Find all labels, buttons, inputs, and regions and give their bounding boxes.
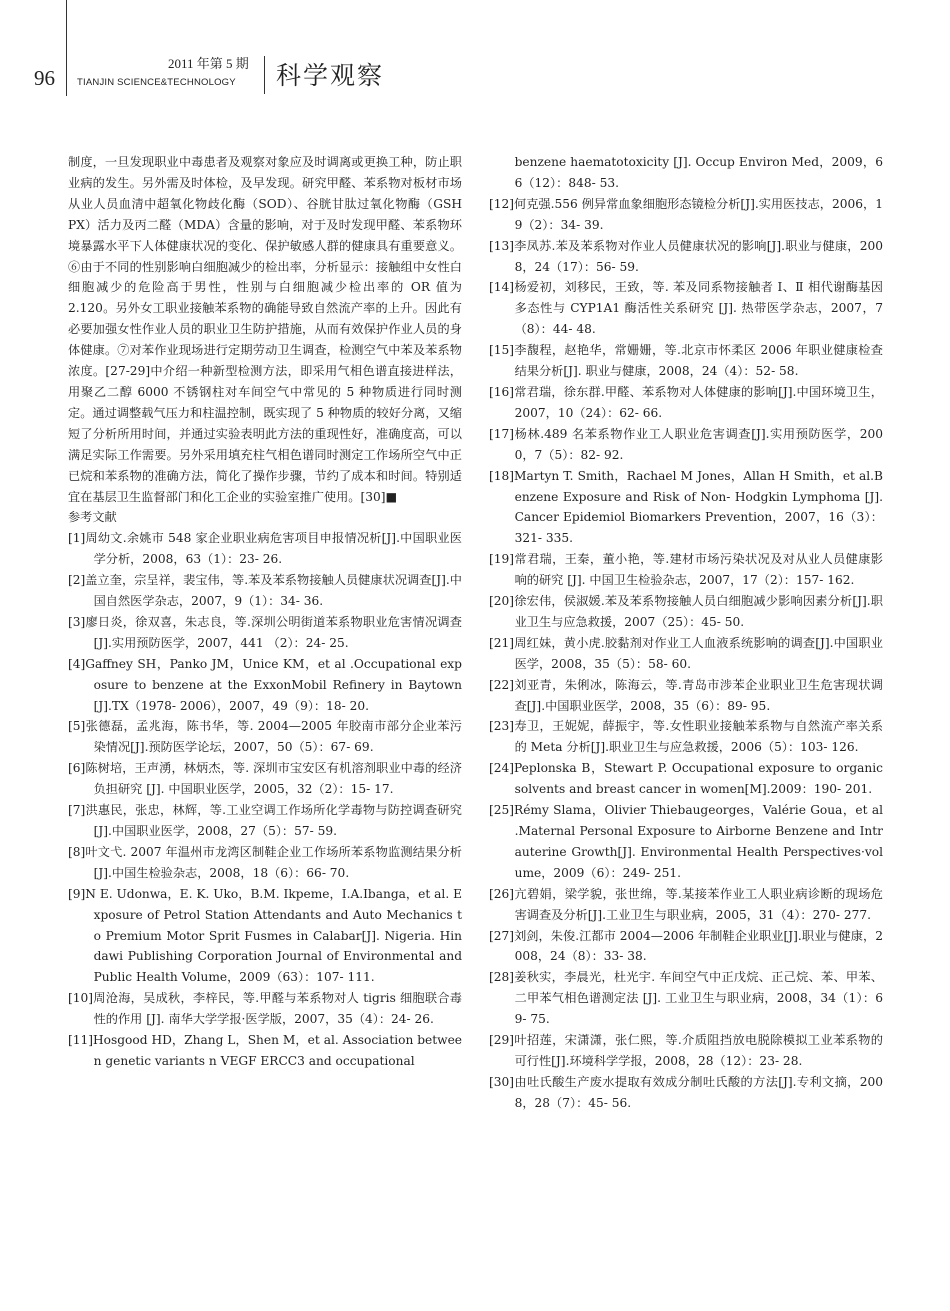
reference-item: [8]叶文弋. 2007 年温州市龙湾区制鞋企业工作场所苯系物监测结果分析[J].中国生检验杂志，2008，18（6）：66- 70. xyxy=(68,844,462,880)
references-list-left xyxy=(68,528,462,1072)
section-title: 科学观察 xyxy=(276,61,385,90)
reference-item: [16]常君瑞，徐东群.甲醛、苯系物对人体健康的影响[J].中国环境卫生，2007，10（24）：62- 66. xyxy=(489,384,883,420)
reference-item: [10]周沧海，吴成秋，李梓民，等.甲醛与苯系物对人 tigris 细胞联合毒性的作用 [J]. 南华大学学报·医学版，2007，35（4）：24- 26. xyxy=(68,991,462,1027)
reference-item: [2]盖立奎，宗呈祥，裴宝伟，等.苯及苯系物接触人员健康状况调查[J].中国自然医学杂志，2007，9（1）：34- 36. xyxy=(68,573,462,609)
reference-item: [12]何克强.556 例异常血象细胞形态镜检分析[J].实用医技志，2006，19（2）：34- 39. xyxy=(489,196,883,232)
journal-name: TIANJIN SCIENCE&TECHNOLOGY xyxy=(77,77,236,88)
reference-item: [29]叶招莲，宋潇潇，张仁熙，等.介质阻挡放电脱除模拟工业苯系物的可行性[J].环境科学学报，2008，28（12）：23- 28. xyxy=(489,1033,883,1068)
reference-item: [14]杨爱初，刘移民，王致，等. 苯及同系物接触者 Ⅰ、Ⅱ 相代谢酶基因多态性与 CYP1A1 酶活性关系研究 [J]. 热带医学杂志，2007，7（8）：44- 48. xyxy=(489,280,883,337)
reference-item: [27]刘剑，朱俊.江都市 2004—2006 年制鞋企业职业[J].职业与健康，2008，24（8）：33- 38. xyxy=(489,928,883,964)
reference-continuation: benzene haematotoxicity [J]. Occup Environ Med，2009，66（12）：848- 53. xyxy=(514,155,883,190)
reference-item: [28]姜秋实，李晨光，杜光宇. 车间空气中正戊烷、正己烷、苯、甲苯、二甲苯气相色谱测定法 [J]. 工业卫生与职业病，2008，34（1）：69- 75. xyxy=(489,970,883,1027)
reference-item: [17]杨林.489 名苯系物作业工人职业危害调查[J].实用预防医学，2000，7（5）：82- 92. xyxy=(489,426,883,462)
reference-item: [20]徐宏伟，侯淑媛.苯及苯系物接触人员白细胞减少影响因素分析[J].职业卫生与应急救援，2007（25）：45- 50. xyxy=(489,594,883,629)
header-divider xyxy=(66,0,67,96)
reference-item: [5]张德磊，孟兆海，陈书华，等. 2004—2005 年胶南市部分企业苯污染情况[J].预防医学论坛，2007，50（5）：67- 69. xyxy=(68,719,462,755)
reference-item: [4]Gaffney SH，Panko JM，Unice KM，et al .Occupational exposure to benzene at the ExxonMobil Refinery in Baytown[J].TX（1978- 2006），2007，49（9）：18- 20. xyxy=(68,656,462,713)
reference-item: [24]Peplonska B，Stewart P. Occupational exposure to organic solvents and breast cancer in women[M].2009：190- 201. xyxy=(489,761,883,797)
reference-item: [7]洪惠民，张忠，林辉，等.工业空调工作场所化学毒物与防控调查研究[J].中国职业医学，2008，27（5）：57- 59. xyxy=(68,803,462,838)
reference-item: [1]周幼文.余姚市 548 家企业职业病危害项目申报情况析[J].中国职业医学分析，2008，63（1）：23- 26. xyxy=(68,531,462,567)
reference-item: [13]李凤苏.苯及苯系物对作业人员健康状况的影响[J].职业与健康，2008，24（17）：56- 59. xyxy=(489,238,883,274)
references-heading: 参考文献 xyxy=(68,510,117,525)
reference-item: [25]Rémy Slama，Olivier Thiebaugeorges，Valérie Goua，et al .Maternal Personal Exposure to Airborne Benzene and Intrauterine Growth[J]. Environmental Health Perspectives·volume，2009（6）：249- 251. xyxy=(489,803,883,880)
reference-item: [9]N E. Udonwa，E. K. Uko，B.M. Ikpeme，I.A.Ibanga，et al. Exposure of Petrol Station Attendants and Auto Mechanics to Premium Motor Sprit Fusmes in Calabar[J]. Nigeria. Hindawi Publishing Corporation Journal of Environmental and Public Health Volume，2009（63）：107- 111. xyxy=(68,886,462,985)
body-paragraph: 制度，一旦发现职业中毒患者及观察对象应及时调离或更换工种，防止职业病的发生。另外需及时体检，及早发现。研究甲醛、苯系物对板材市场从业人员血清中超氧化物歧化酶（SOD）、谷胱甘肽过氧化物酶（GSH PX）活力及丙二醛（MDA）含量的影响，对于及时发现甲醛、苯系物环境暴露水平下人体健康状况的变化、保护敏感人群的健康具有重要意义。⑥由于不同的性别影响白细胞减少的检出率，分析显示：接触组中女性白细胞减少的危险高于男性，性别与白细胞减少检出率的 OR 值为 2.120。另外女工职业接触苯系物的确能导致自然流产率的上升。因此有必要加强女性作业人员的职业卫生防护措施，从而有效保护作业人员的身体健康。⑦对苯作业现场进行定期劳动卫生调查，检测空气中苯及苯系物浓度。[27-29]中介绍一种新型检测方法，即采用气相色谱直接进样法，用聚乙二醇 6000 不锈钢柱对车间空气中常见的 5 种物质进行同时测定。通过调整载气压力和柱温控制，既实现了 5 种物质的较好分离，又缩短了分析所用时间，并通过实验表明此方法的重现性好，准确度高，可以满足实际工作需要。另外采用填充柱气相色谱同时测定工作场所空气中正已烷和苯系物的准确方法，简化了操作步骤，节约了成本和时间。特别适宜在基层卫生监督部门和化工企业的实验室推广使用。[30]■ xyxy=(68,155,462,504)
page-header xyxy=(0,0,950,110)
reference-item: [21]周红妹，黄小虎.胶黏剂对作业工人血液系统影响的调查[J].中国职业医学，2008，35（5）：58- 60. xyxy=(489,635,883,671)
issue-label: 2011 年第 5 期 xyxy=(168,56,249,71)
page-number: 96 xyxy=(34,66,55,90)
reference-item: [3]廖日炎，徐双喜，朱志良，等.深圳公明街道苯系物职业危害情况调查[J].实用预防医学，2007，441 （2）：24- 25. xyxy=(68,614,462,650)
header-divider-2 xyxy=(264,56,265,94)
references-list-right xyxy=(489,194,883,1114)
reference-item: [11]Hosgood HD，Zhang L，Shen M，et al. Association between genetic variants n VEGF ERCC3 and occupational xyxy=(68,1033,462,1068)
left-column xyxy=(68,152,462,1072)
reference-item: [6]陈树培，王声湧，林炳杰，等. 深圳市宝安区有机溶剂职业中毒的经济负担研究 [J]. 中国职业医学，2005，32（2）：15- 17. xyxy=(68,761,462,797)
reference-item: [22]刘亚青，朱俐冰，陈海云，等.青岛市涉苯企业职业卫生危害现状调查[J].中国职业医学，2008，35（6）：89- 95. xyxy=(489,677,883,713)
reference-item: [15]李馥程，赵艳华，常姗姗，等.北京市怀柔区 2006 年职业健康检查结果分析[J]. 职业与健康，2008，24（4）：52- 58. xyxy=(489,343,883,379)
reference-item: [19]常君瑞，王秦，董小艳，等.建材市场污染状况及对从业人员健康影响的研究 [J]. 中国卫生检验杂志，2007，17（2）：157- 162. xyxy=(489,552,883,588)
reference-item: [18]Martyn T. Smith，Rachael M Jones，Allan H Smith，et al.Benzene Exposure and Risk of Non- Hodgkin Lymphoma [J].Cancer Epidemiol Biomarkers Prevention，2007，16（3）：321- 335. xyxy=(489,468,883,546)
right-column xyxy=(489,152,883,1114)
reference-item: [26]亢碧娟，梁学貌，张世绵，等.某接苯作业工人职业病诊断的现场危害调查及分析[J].工业卫生与职业病，2005，31（4）：270- 277. xyxy=(489,886,883,922)
reference-item: [30]由吐氏酸生产废水提取有效成分制吐氏酸的方法[J].专利文摘，2008，28（7）：45- 56. xyxy=(489,1074,883,1110)
reference-item: [23]寿卫，王妮妮，薛振宇，等.女性职业接触苯系物与自然流产率关系的 Meta 分析[J].职业卫生与应急救援，2006（5）：103- 126. xyxy=(489,719,883,755)
